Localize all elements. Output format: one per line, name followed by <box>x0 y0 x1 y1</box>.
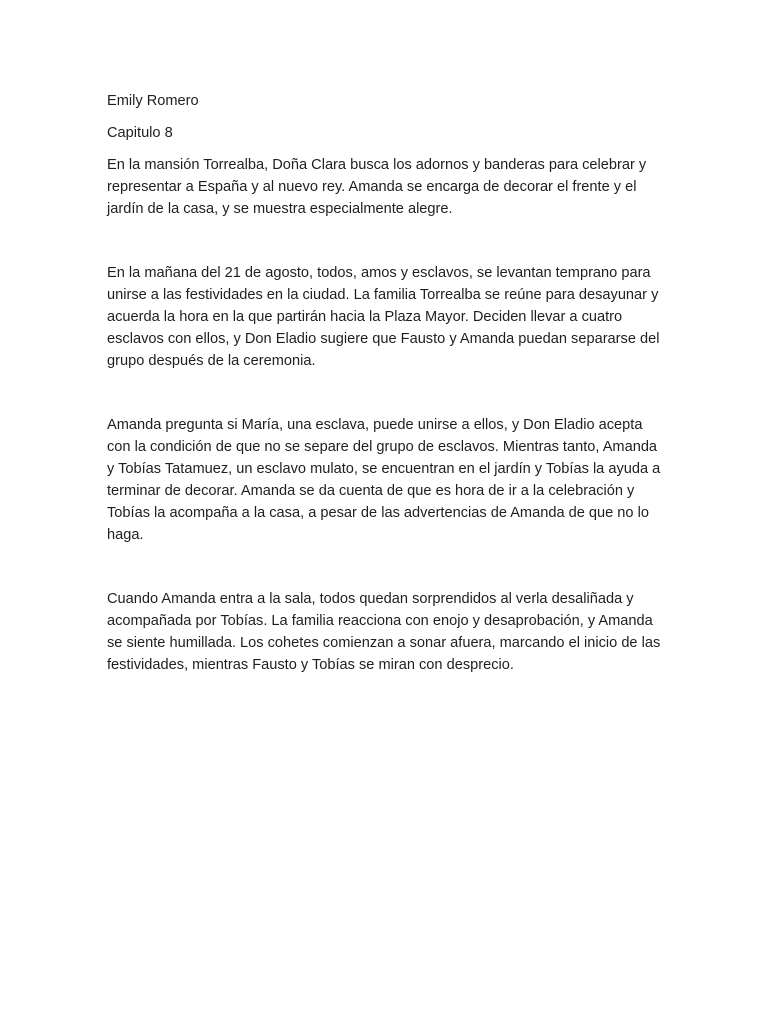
paragraph-spacer <box>107 220 667 262</box>
paragraph-2: En la mañana del 21 de agosto, todos, amos y esclavos, se levantan temprano para unirse a las festividades en la ciudad. La familia Torrealba se reúne para desayunar y acuerda la hora en la que partirán hacia la Plaza Mayor. Deciden llevar a cuatro esclavos con ellos, y Don Eladio sugiere que Fausto y Amanda puedan separarse del grupo después de la ceremonia. <box>107 265 660 369</box>
paragraph-1: En la mansión Torrealba, Doña Clara busca los adornos y banderas para celebrar y representar a España y al nuevo rey. Amanda se encarga de decorar el frente y el jardín de la casa, y se muestra especialmente alegre. <box>107 157 647 217</box>
paragraph-4: Cuando Amanda entra a la sala, todos quedan sorprendidos al verla desaliñada y acompañada por Tobías. La familia reacciona con enojo y desaprobación, y Amanda se siente humillada. Los cohetes comienzan a sonar afuera, marcando el inicio de las festividades, mientras Fausto y Tobías se miran con desprecio. <box>107 591 661 673</box>
paragraph-spacer <box>107 546 667 588</box>
document-page <box>107 90 667 676</box>
author-name: Emily Romero <box>107 93 199 109</box>
chapter-title: Capitulo 8 <box>107 125 173 141</box>
paragraph-3: Amanda pregunta si María, una esclava, puede unirse a ellos, y Don Eladio acepta con la condición de que no se separe del grupo de esclavos. Mientras tanto, Amanda y Tobías Tatamuez, un esclavo mulato, se encuentran en el jardín y Tobías la ayuda a terminar de decorar. Amanda se da cuenta de que es hora de ir a la celebración y Tobías la acompaña a la casa, a pesar de las advertencias de Amanda de que no lo haga. <box>107 417 661 543</box>
paragraph-spacer <box>107 372 667 414</box>
